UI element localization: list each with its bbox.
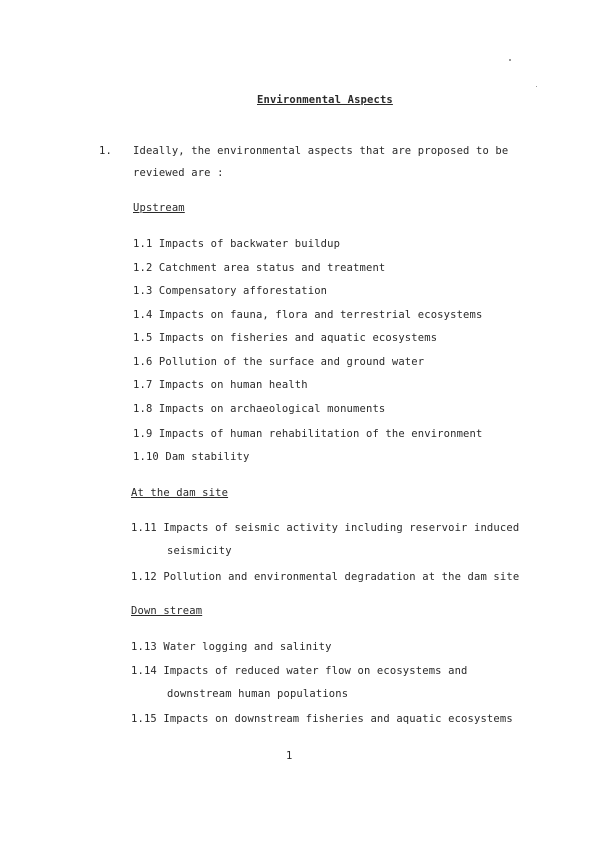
scan-speck [509, 59, 511, 61]
list-item: 1.4 Impacts on fauna, flora and terrestrial ecosystems [133, 309, 483, 321]
intro-line-1: Ideally, the environmental aspects that are proposed to be [133, 145, 509, 157]
document-title: Environmental Aspects [257, 94, 393, 106]
intro-number: 1. [99, 145, 112, 157]
list-item-continuation: seismicity [167, 545, 232, 557]
list-item: 1.6 Pollution of the surface and ground water [133, 356, 425, 368]
list-item: 1.7 Impacts on human health [133, 379, 308, 391]
section-heading-upstream: Upstream [133, 202, 185, 214]
intro-line-2: reviewed are : [133, 167, 224, 179]
section-heading-dam-site: At the dam site [131, 487, 229, 499]
list-item: 1.3 Compensatory afforestation [133, 285, 328, 297]
list-item: 1.14 Impacts of reduced water flow on ecosystems and [131, 665, 468, 677]
list-item: 1.2 Catchment area status and treatment [133, 262, 386, 274]
list-item: 1.8 Impacts on archaeological monuments [133, 403, 386, 415]
scan-speck [536, 86, 537, 87]
page-number: 1 [286, 750, 293, 762]
list-item: 1.9 Impacts of human rehabilitation of the environment [133, 428, 483, 440]
list-item: 1.15 Impacts on downstream fisheries and aquatic ecosystems [131, 713, 513, 725]
list-item: 1.10 Dam stability [133, 451, 250, 463]
section-heading-downstream: Down stream [131, 605, 203, 617]
list-item: 1.13 Water logging and salinity [131, 641, 332, 653]
list-item-continuation: downstream human populations [167, 688, 349, 700]
list-item: 1.5 Impacts on fisheries and aquatic ecosystems [133, 332, 438, 344]
list-item: 1.1 Impacts of backwater buildup [133, 238, 341, 250]
list-item: 1.11 Impacts of seismic activity including reservoir induced [131, 522, 520, 534]
list-item: 1.12 Pollution and environmental degradation at the dam site [131, 571, 520, 583]
